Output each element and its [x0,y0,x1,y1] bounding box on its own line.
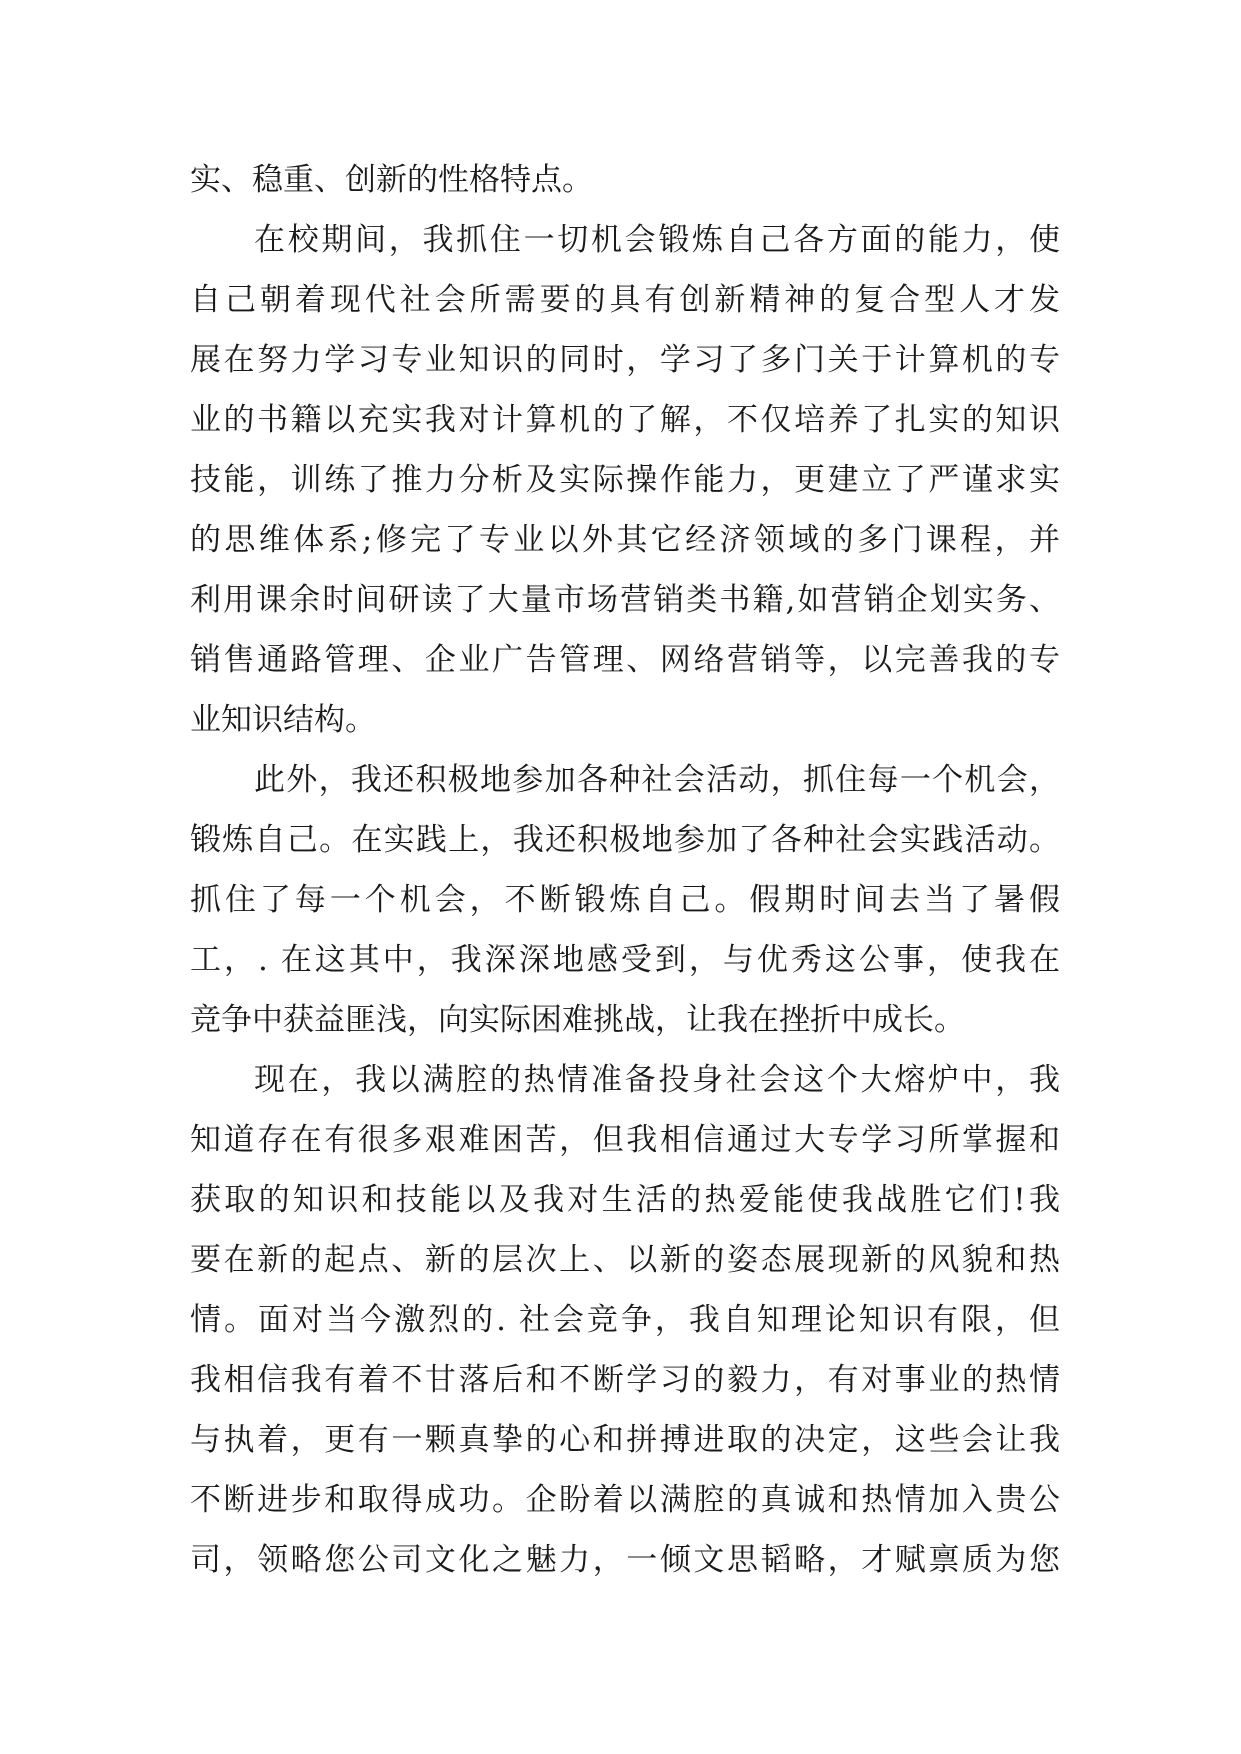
text-line: 自己朝着现代社会所需要的具有创新精神的复合型人才发 [190,282,1060,318]
text-line: 工，. 在这其中，我深深地感受到，与优秀这公事，使我在 [190,942,1060,978]
text-line: 竞争中获益匪浅，向实际困难挑战，让我在挫折中成长。 [190,1002,965,1038]
text-line: 我相信我有着不甘落后和不断学习的毅力，有对事业的热情 [190,1362,1060,1398]
text-line: 在校期间，我抓住一切机会锻炼自己各方面的能力，使 [254,222,1060,258]
text-line: 不断进步和取得成功。企盼着以满腔的真诚和热情加入贵公 [190,1482,1060,1518]
text-line: 技能，训练了推力分析及实际操作能力，更建立了严谨求实 [190,462,1060,498]
text-line: 司，领略您公司文化之魅力，一倾文思韬略，才赋禀质为您 [190,1542,1060,1578]
text-line: 利用课余时间研读了大量市场营销类书籍,如营销企划实务、 [190,582,1060,618]
text-line: 此外，我还积极地参加各种社会活动，抓住每一个机会， [254,762,1060,798]
text-line: 业知识结构。 [190,702,376,738]
text-line: 现在，我以满腔的热情准备投身社会这个大熔炉中，我 [254,1062,1060,1098]
text-line: 知道存在有很多艰难困苦，但我相信通过大专学习所掌握和 [190,1122,1060,1158]
text-line: 销售通路管理、企业广告管理、网络营销等，以完善我的专 [190,642,1060,678]
document-page [190,150,1060,1590]
text-line: 实、稳重、创新的性格特点。 [190,162,593,198]
text-line: 获取的知识和技能以及我对生活的热爱能使我战胜它们!我 [190,1182,1060,1218]
text-line: 锻炼自己。在实践上，我还积极地参加了各种社会实践活动。 [190,822,1060,858]
text-line: 的思维体系;修完了专业以外其它经济领域的多门课程，并 [190,522,1060,558]
text-line: 与执着，更有一颗真挚的心和拼搏进取的决定，这些会让我 [190,1422,1060,1458]
text-line: 抓住了每一个机会，不断锻炼自己。假期时间去当了暑假 [190,882,1060,918]
text-line: 业的书籍以充实我对计算机的了解，不仅培养了扎实的知识 [190,402,1060,438]
text-line: 要在新的起点、新的层次上、以新的姿态展现新的风貌和热 [190,1242,1060,1278]
text-line: 情。面对当今激烈的. 社会竞争，我自知理论知识有限，但 [190,1302,1060,1338]
text-line: 展在努力学习专业知识的同时，学习了多门关于计算机的专 [190,342,1060,378]
